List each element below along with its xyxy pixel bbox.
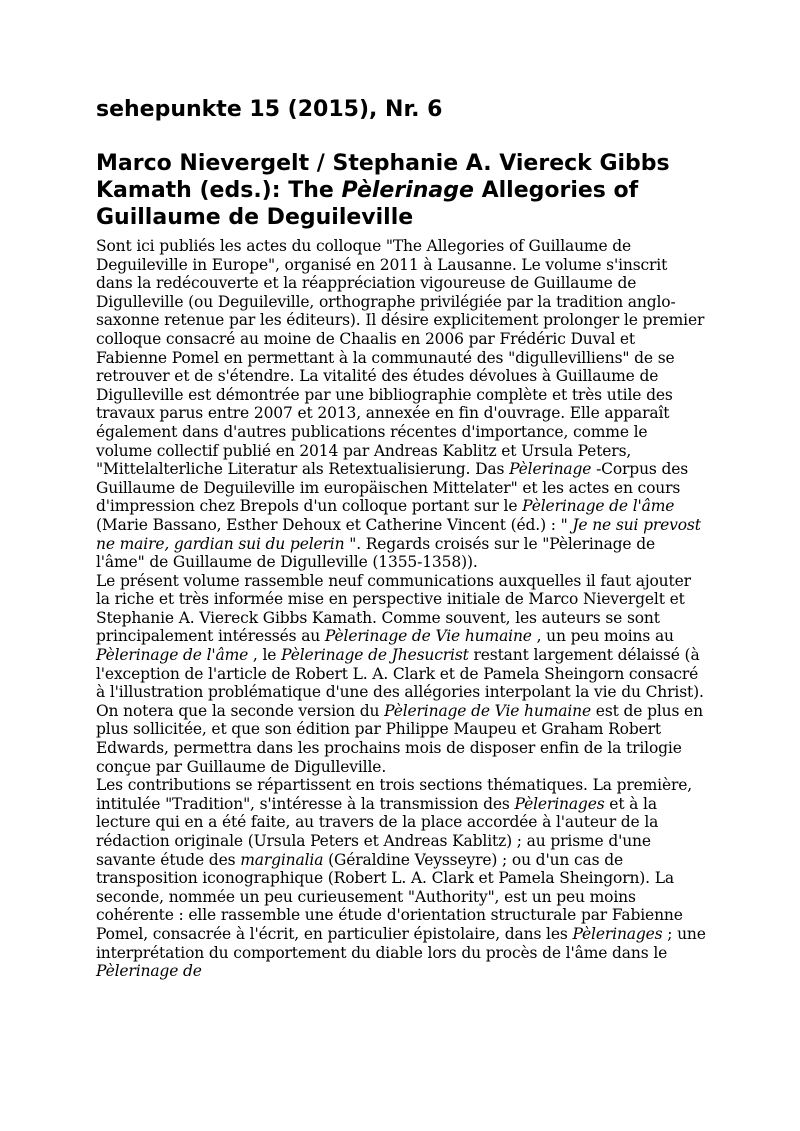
text-run: (Marie Bassano, Esther Dehoux et Catherine Vincent (éd.) : "	[96, 515, 573, 534]
text-run: est de plus en plus sollicitée, et que son édition par Philippe Maupeu et Graham Robert Edwards, permettra dans les prochains mois de disposer enfin de la trilogie conçue par Guillaume de Digulleville.	[96, 701, 703, 776]
text-run: et à la lecture qui en a été faite, au travers de la place accordée à l'auteur de la rédaction originale (Ursula Peters et Andreas Kablitz) ; au prisme d'une savante étude des	[96, 794, 659, 869]
italic-title-run: Pèlerinage de l'âme	[522, 497, 675, 516]
review-title	[96, 150, 706, 231]
document-page	[96, 96, 706, 981]
text-run: Les contributions se répartissent en trois sections thématiques. La première, intitulée "Tradition", s'intéresse à la transmission des	[96, 776, 693, 813]
body-paragraph	[96, 776, 706, 981]
italic-title-run: Je ne sui prevost ne maire, gardian sui du pelerin	[96, 515, 701, 553]
body-paragraph	[96, 572, 706, 777]
review-title-italic: Pèlerinage	[341, 178, 474, 203]
italic-title-run: marginalia	[240, 850, 324, 869]
review-body	[96, 237, 706, 981]
italic-title-run: Pèlerinage de Vie humaine	[324, 627, 532, 646]
journal-issue-heading: sehepunkte 15 (2015), Nr. 6	[96, 97, 443, 122]
italic-title-run: Pèlerinage de Vie humaine	[384, 701, 592, 720]
italic-title-run: Pèlerinage de l'âme	[96, 646, 249, 665]
text-run: Le présent volume rassemble neuf communications auxquelles il faut ajouter la riche et très informée mise en perspective initiale de Marco Nievergelt et Stephanie A. Viereck Gibbs Kamath. Comme souvent, les auteurs se sont principalement intéressés au	[96, 571, 691, 646]
review-title-rest: Allegories of Guillaume de Deguileville	[96, 178, 639, 230]
text-run: ; une interprétation du comportement du diable lors du procès de l'âme dans le	[96, 924, 706, 962]
text-run: Sont ici publiés les actes du colloque "The Allegories of Guillaume de Deguileville in Europe", organisé en 2011 à Lausanne. Le volume s'inscrit dans la redécouverte et la réappréciation vigoureuse de Guillaume de Digulleville (ou Deguileville, orthographe privilégiée par la tradition anglo-saxonne retenue par les éditeurs). Il désire explicitement prolonger le premier colloque consacré au moine de Chaalis en 2006 par Frédéric Duval et Fabienne Pomel en permettant à la communauté des "digullevilliens" de se retrouver et de s'étendre. La vitalité des études dévolues à Guillaume de Digulleville est démontrée par une bibliographie complète et très utile des travaux parus entre 2007 et 2013, annexée en fin d'ouvrage. Elle apparaît également dans d'autres publications récentes d'importance, comme le volume collectif publié en 2014 par Andreas Kablitz et Ursula Peters, "Mittelalterliche Literatur als Retextualisierung. Das	[96, 237, 705, 479]
italic-title-run: Pèlerinages	[514, 794, 605, 813]
text-run: -Corpus des Guillaume de Deguileville im europäischen Mittelater" et les actes en cours d'impression chez Brepols d'un colloque portant sur le	[96, 460, 689, 516]
text-run: (Géraldine Veysseyre) ; ou d'un cas de transposition iconographique (Robert L. A. Clark et Pamela Sheingorn). La seconde, nommée un peu curieusement "Authority", est un peu moins cohérente : elle rassemble une étude d'orientation structurale par Fabienne Pomel, consacrée à l'écrit, en particulier épistolaire, dans les	[96, 850, 683, 943]
text-run: ". Regards croisés sur le "Pèlerinage de l'âme" de Guillaume de Digulleville (1355-1358)).	[96, 534, 656, 572]
body-paragraph	[96, 237, 706, 572]
text-run: restant largement délaissé (à l'exception de l'article de Robert L. A. Clark et de Pamela Sheingorn consacré à l'illustration problématique d'une des allégories interpolant la vie du Christ). On notera que la seconde version du	[96, 646, 704, 720]
review-title-authors: Marco Nievergelt / Stephanie A. Viereck Gibbs Kamath (eds.): The	[96, 151, 670, 203]
text-run: , un peu moins au	[531, 627, 674, 646]
italic-title-run: Pèlerinages	[572, 924, 663, 943]
text-run: , le	[248, 646, 282, 665]
italic-title-run: Pèlerinage de Jhesucrist	[281, 646, 469, 665]
italic-title-run: Pèlerinage	[509, 460, 592, 479]
italic-title-run: Pèlerinage de	[96, 962, 202, 981]
